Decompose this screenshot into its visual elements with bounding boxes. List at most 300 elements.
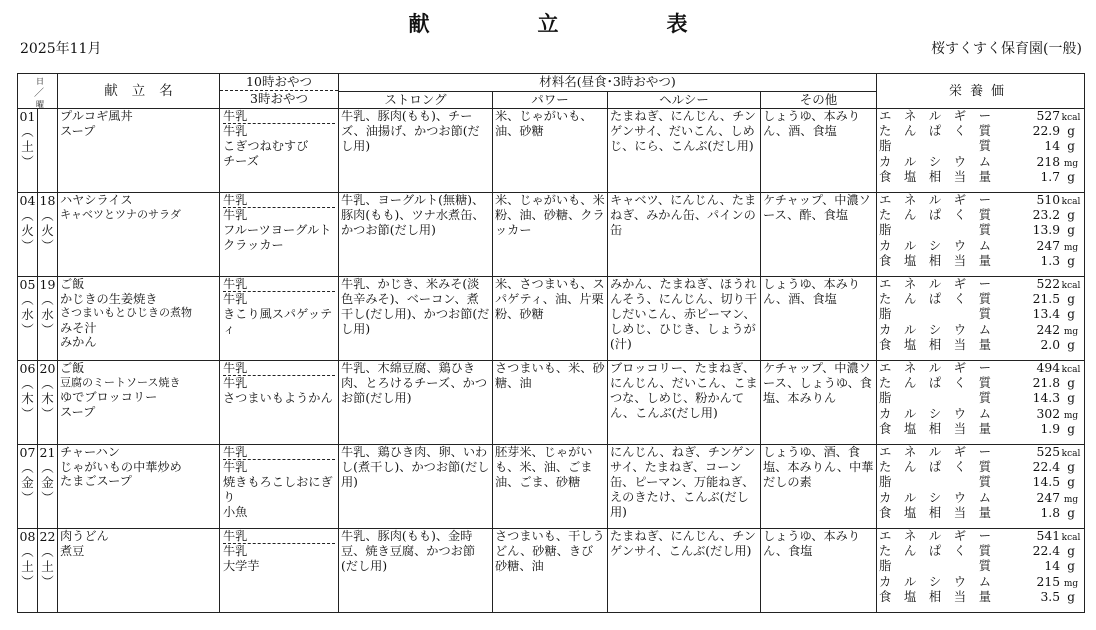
label-char: ん — [903, 376, 917, 391]
calcium-number: 302 — [1036, 406, 1061, 421]
label-char: 相 — [928, 505, 942, 520]
date-number: 04 — [19, 193, 36, 208]
paren-open: ︵ — [41, 376, 54, 391]
label-char: 脂 — [879, 559, 892, 574]
fat-value — [1033, 391, 1082, 406]
dish-cell — [58, 361, 220, 445]
label-char: た — [879, 208, 892, 223]
power-header: パワー — [493, 91, 608, 109]
strong-materials: 牛乳、かじき、米みそ(淡色辛みそ)、ベーコン、煮干し(だし用)、かつお節(だし用) — [339, 277, 493, 361]
label-char: ー — [978, 109, 992, 123]
label-char: 塩 — [903, 253, 917, 268]
label-char: 当 — [953, 169, 967, 184]
paren-close: ︶ — [41, 490, 54, 505]
dish-cell — [58, 277, 220, 361]
date-header-day: 日 — [36, 77, 44, 86]
snack-afternoon-item: きこり風スパゲッティ — [223, 307, 333, 336]
label-char: ル — [928, 361, 942, 375]
protein-number: 22.4 — [1032, 460, 1061, 475]
label-char: カ — [879, 154, 892, 169]
label-char: 質 — [978, 223, 992, 238]
fat-number: 14 — [1044, 139, 1061, 154]
dish-item: みかん — [60, 335, 97, 350]
calcium-unit: mg — [1063, 242, 1079, 253]
nutrition-cell — [877, 529, 1085, 613]
date-number: 18 — [39, 193, 56, 208]
energy-number: 522 — [1036, 277, 1061, 291]
salt-unit: g — [1067, 337, 1075, 352]
label-char: ウ — [953, 490, 967, 505]
table-row — [18, 193, 1085, 277]
label-char: く — [953, 208, 967, 223]
label-char: ー — [978, 193, 992, 207]
label-char: 当 — [953, 505, 967, 520]
other-header: その他 — [761, 91, 877, 109]
dish-item: プルコギ風丼 — [60, 109, 133, 123]
energy-row — [879, 277, 1082, 292]
snack-afternoon-item: チーズ — [223, 154, 259, 168]
label-char: ギ — [953, 445, 967, 459]
healthy-materials: ブロッコリー、たまねぎ、にんじん、だいこん、こまつな、しめじ、粉かんてん、こんぶ(だし用) — [608, 361, 761, 445]
power-materials: 胚芽米、じゃがいも、米、油、ごま油、ごま、砂糖 — [493, 445, 608, 529]
snack-afternoon-item: 小魚 — [223, 505, 248, 519]
fat-label — [879, 559, 991, 574]
calcium-label — [879, 407, 991, 422]
strong-materials: 牛乳、豚肉(もも)、チーズ、油揚げ、かつお節(だし用) — [339, 109, 493, 193]
protein-unit: g — [1067, 124, 1075, 139]
label-char: ウ — [953, 154, 967, 169]
fat-value — [1033, 307, 1082, 322]
salt-label — [879, 254, 991, 269]
label-char: ネ — [903, 361, 917, 375]
label-char: ぱ — [928, 544, 942, 559]
snack-morning: 牛乳 — [223, 529, 335, 544]
dish-item: スープ — [60, 404, 96, 419]
date-number: 08 — [19, 529, 36, 544]
calcium-value — [1037, 407, 1082, 422]
paren-close: ︶ — [41, 238, 54, 253]
label-char: ん — [903, 544, 917, 559]
healthy-materials: みかん、たまねぎ、ほうれんそう、にんじん、切り干しだいこん、赤ピーマン、しめじ、ひじき、しょうが(汁) — [608, 277, 761, 361]
energy-label — [879, 445, 991, 460]
calcium-unit: mg — [1063, 410, 1079, 421]
label-char: ム — [978, 238, 992, 253]
calcium-unit: mg — [1063, 158, 1079, 169]
label-char: エ — [879, 277, 892, 291]
date-cell — [18, 361, 38, 445]
date-cell-second — [38, 277, 58, 361]
salt-value — [1040, 170, 1082, 185]
energy-label — [879, 109, 991, 124]
label-char: カ — [879, 238, 892, 253]
label-char: シ — [928, 322, 942, 337]
fat-label — [879, 139, 991, 154]
protein-label — [879, 460, 991, 475]
salt-row — [879, 254, 1082, 269]
snack-cell — [220, 445, 339, 529]
label-char: ル — [928, 529, 942, 543]
calcium-value — [1037, 491, 1082, 506]
table-row — [18, 445, 1085, 529]
dish-cell — [58, 529, 220, 613]
salt-label — [879, 422, 991, 437]
label-char: 量 — [978, 253, 992, 268]
date-header-weekday: 曜 — [36, 100, 44, 109]
strong-materials: 牛乳、木綿豆腐、鶏ひき肉、とろけるチーズ、かつお節(だし用) — [339, 361, 493, 445]
calcium-number: 242 — [1036, 322, 1061, 337]
paren-close: ︶ — [21, 154, 34, 169]
label-char: シ — [928, 238, 942, 253]
healthy-materials: たまねぎ、にんじん、チンゲンサイ、こんぶ(だし用) — [608, 529, 761, 613]
label-char: ネ — [903, 109, 917, 123]
power-materials: さつまいも、米、砂糖、油 — [493, 361, 608, 445]
calcium-unit: mg — [1063, 494, 1079, 505]
label-char: 質 — [978, 559, 992, 574]
other-materials: しょうゆ、本みりん、酒、食塩 — [761, 277, 877, 361]
dish-item: キャベツとツナのサラダ — [60, 207, 181, 221]
calcium-row — [879, 323, 1082, 338]
fat-label — [879, 223, 991, 238]
calcium-label — [879, 155, 991, 170]
label-char: 当 — [953, 421, 967, 436]
label-char: ギ — [953, 529, 967, 543]
dish-item: スープ — [60, 123, 96, 138]
menu-body — [18, 109, 1085, 613]
calcium-row — [879, 407, 1082, 422]
label-char: ん — [903, 460, 917, 475]
energy-value — [1037, 193, 1082, 208]
date-cell-second — [38, 361, 58, 445]
label-char: エ — [879, 445, 892, 459]
label-char: ム — [978, 490, 992, 505]
other-materials: しょうゆ、酒、食塩、本みりん、中華だしの素 — [761, 445, 877, 529]
date-cell-second — [38, 445, 58, 529]
date-number: 22 — [39, 529, 56, 544]
protein-unit: g — [1067, 376, 1075, 391]
power-materials: さつまいも、干しうどん、砂糖、きび砂糖、油 — [493, 529, 608, 613]
label-char: ん — [903, 124, 917, 139]
strong-materials: 牛乳、鶏ひき肉、卵、いわし(煮干し)、かつお節(だし用) — [339, 445, 493, 529]
salt-value — [1040, 506, 1082, 521]
calcium-label — [879, 239, 991, 254]
protein-unit: g — [1067, 544, 1075, 559]
label-char: ん — [903, 292, 917, 307]
label-char: 質 — [978, 292, 992, 307]
energy-row — [879, 361, 1082, 376]
menu-table — [17, 73, 1085, 613]
fat-row — [879, 391, 1082, 406]
protein-row — [879, 460, 1082, 475]
snack-morning: 牛乳 — [223, 277, 335, 292]
paren-open: ︵ — [21, 544, 34, 559]
calcium-unit: mg — [1063, 578, 1079, 589]
fat-label — [879, 307, 991, 322]
label-char: ル — [903, 238, 917, 253]
other-materials: ケチャップ、中濃ソース、しょうゆ、食塩、本みりん — [761, 361, 877, 445]
label-char: カ — [879, 406, 892, 421]
paren-close: ︶ — [41, 574, 54, 589]
snack-cell — [220, 193, 339, 277]
label-char: 質 — [978, 208, 992, 223]
label-char: ネ — [903, 277, 917, 291]
label-char: エ — [879, 529, 892, 543]
label-char: ル — [903, 574, 917, 589]
label-char: 質 — [978, 460, 992, 475]
calcium-number: 218 — [1036, 154, 1061, 169]
label-char: た — [879, 460, 892, 475]
label-char: エ — [879, 109, 892, 123]
energy-unit: kcal — [1061, 281, 1081, 291]
paren-open: ︵ — [21, 460, 34, 475]
salt-unit: g — [1067, 253, 1075, 268]
salt-unit: g — [1067, 421, 1075, 436]
label-char: ギ — [953, 109, 967, 123]
paren-close: ︶ — [41, 322, 54, 337]
calcium-number: 247 — [1036, 490, 1061, 505]
paren-close: ︶ — [21, 322, 34, 337]
materials-header: 材料名(昼食･3時おやつ) — [339, 74, 877, 92]
label-char: 脂 — [879, 475, 892, 490]
weekday: 土 — [41, 559, 54, 574]
fat-value — [1033, 223, 1082, 238]
label-char: 当 — [953, 589, 967, 604]
protein-label — [879, 376, 991, 391]
dish-item: ご飯 — [60, 277, 85, 291]
power-materials: 米、さつまいも、スパゲティ、油、片栗粉、砂糖 — [493, 277, 608, 361]
label-char: ギ — [953, 277, 967, 291]
strong-header: ストロング — [339, 91, 493, 109]
dish-item: 煮豆 — [60, 543, 85, 558]
energy-unit: kcal — [1061, 113, 1081, 123]
fat-row — [879, 139, 1082, 154]
protein-label — [879, 208, 991, 223]
fat-number: 13.9 — [1032, 223, 1061, 238]
nutrition-header: 栄養価 — [877, 74, 1085, 109]
snack-afternoon-header: 3時おやつ — [250, 91, 308, 106]
salt-value — [1040, 254, 1082, 269]
snack-cell — [220, 529, 339, 613]
energy-number: 525 — [1036, 445, 1061, 459]
energy-value — [1037, 277, 1082, 292]
label-char: カ — [879, 574, 892, 589]
calcium-label — [879, 491, 991, 506]
fat-value — [1044, 559, 1082, 574]
power-materials: 米、じゃがいも、油、砂糖 — [493, 109, 608, 193]
snack-afternoon-item: 牛乳 — [223, 544, 248, 558]
protein-row — [879, 124, 1082, 139]
protein-value — [1033, 544, 1082, 559]
weekday: 水 — [41, 307, 54, 322]
paren-open: ︵ — [21, 124, 34, 139]
calcium-row — [879, 491, 1082, 506]
salt-number: 1.8 — [1040, 505, 1061, 520]
snack-morning-header: 10時おやつ — [220, 74, 338, 91]
label-char: 相 — [928, 337, 942, 352]
label-char: 量 — [978, 505, 992, 520]
protein-unit: g — [1067, 292, 1075, 307]
table-row — [18, 361, 1085, 445]
dish-cell — [58, 193, 220, 277]
salt-value — [1040, 590, 1082, 605]
snack-morning: 牛乳 — [223, 193, 335, 208]
fat-number: 14.5 — [1032, 475, 1061, 490]
weekday: 金 — [21, 475, 34, 490]
date-number: 20 — [39, 361, 56, 376]
snack-afternoon-item: 牛乳 — [223, 376, 248, 390]
label-char: ル — [903, 490, 917, 505]
label-char: ル — [928, 445, 942, 459]
label-char: 相 — [928, 169, 942, 184]
weekday: 火 — [21, 223, 34, 238]
snack-cell — [220, 277, 339, 361]
label-char: ネ — [903, 445, 917, 459]
snack-morning: 牛乳 — [223, 361, 335, 376]
fat-label — [879, 475, 991, 490]
salt-number: 3.5 — [1040, 589, 1061, 604]
salt-row — [879, 590, 1082, 605]
energy-label — [879, 361, 991, 376]
label-char: 食 — [879, 589, 892, 604]
dish-item: ハヤシライス — [60, 193, 133, 207]
organization-name: 桜すくすく保育園(一般) — [931, 41, 1082, 57]
label-char: ウ — [953, 238, 967, 253]
fat-row — [879, 475, 1082, 490]
salt-label — [879, 170, 991, 185]
label-char: 脂 — [879, 139, 892, 154]
calcium-unit: mg — [1063, 326, 1079, 337]
energy-label — [879, 193, 991, 208]
healthy-materials: にんじん、ねぎ、チンゲンサイ、たまねぎ、コーン缶、ピーマン、万能ねぎ、えのきたけ、こんぶ(だし用) — [608, 445, 761, 529]
snack-afternoon-item: 牛乳 — [223, 124, 248, 138]
label-char: エ — [879, 193, 892, 207]
paren-open: ︵ — [21, 292, 34, 307]
label-char: 食 — [879, 169, 892, 184]
calcium-value — [1037, 575, 1082, 590]
fat-unit: g — [1067, 223, 1075, 238]
calcium-value — [1037, 239, 1082, 254]
protein-number: 23.2 — [1032, 208, 1061, 223]
label-char: く — [953, 292, 967, 307]
protein-number: 22.9 — [1032, 124, 1061, 139]
fat-number: 14 — [1044, 559, 1061, 574]
calcium-row — [879, 239, 1082, 254]
energy-number: 510 — [1036, 193, 1061, 207]
paren-close: ︶ — [21, 490, 34, 505]
salt-label — [879, 338, 991, 353]
date-cell — [18, 445, 38, 529]
calcium-value — [1037, 155, 1082, 170]
label-char: ぱ — [928, 124, 942, 139]
paren-close: ︶ — [21, 406, 34, 421]
energy-unit: kcal — [1061, 197, 1081, 207]
other-materials: ケチャップ、中濃ソース、酢、食塩 — [761, 193, 877, 277]
label-char: く — [953, 460, 967, 475]
snack-afternoon-item: さつまいもようかん — [223, 391, 333, 405]
dish-item: さつまいもとひじきの煮物 — [60, 306, 192, 320]
energy-value — [1037, 109, 1082, 124]
energy-unit: kcal — [1061, 449, 1081, 459]
label-char: エ — [879, 361, 892, 375]
label-char: 塩 — [903, 589, 917, 604]
energy-row — [879, 445, 1082, 460]
salt-number: 2.0 — [1040, 337, 1061, 352]
fat-row — [879, 559, 1082, 574]
protein-value — [1033, 208, 1082, 223]
date-number: 07 — [19, 445, 36, 460]
protein-label — [879, 124, 991, 139]
label-char: ム — [978, 154, 992, 169]
nutrition-cell — [877, 109, 1085, 193]
table-row — [18, 277, 1085, 361]
paren-open: ︵ — [21, 376, 34, 391]
date-number — [38, 109, 57, 124]
snack-morning: 牛乳 — [223, 109, 335, 124]
calcium-label — [879, 575, 991, 590]
calcium-number: 215 — [1036, 574, 1061, 589]
date-cell — [18, 277, 38, 361]
strong-materials: 牛乳、ヨーグルト(無糖)、豚肉(もも)、ツナ水煮缶、かつお節(だし用) — [339, 193, 493, 277]
energy-label — [879, 529, 991, 544]
protein-number: 21.5 — [1032, 292, 1061, 307]
protein-row — [879, 376, 1082, 391]
salt-row — [879, 422, 1082, 437]
label-char: シ — [928, 154, 942, 169]
weekday: 金 — [41, 475, 54, 490]
snack-afternoon-item: 牛乳 — [223, 292, 248, 306]
dish-item: ゆでブロッコリー — [60, 390, 158, 405]
protein-label — [879, 544, 991, 559]
label-char: 脂 — [879, 223, 892, 238]
energy-row — [879, 193, 1082, 208]
fat-row — [879, 223, 1082, 238]
date-number: 01 — [19, 109, 36, 124]
label-char: ル — [903, 406, 917, 421]
label-char: ウ — [953, 574, 967, 589]
paren-open: ︵ — [41, 292, 54, 307]
snack-afternoon-item: 牛乳 — [223, 460, 248, 474]
paren-open: ︵ — [21, 208, 34, 223]
dish-item: かじきの生姜焼き — [60, 291, 158, 306]
energy-row — [879, 109, 1082, 124]
snack-morning: 牛乳 — [223, 445, 335, 460]
snack-afternoon-item: 焼きもろこしおにぎり — [223, 475, 333, 504]
dish-item: たまごスープ — [60, 474, 132, 489]
label-char: 量 — [978, 421, 992, 436]
dish-item: チャーハン — [60, 445, 120, 459]
label-char: 質 — [978, 376, 992, 391]
date-header — [18, 74, 58, 109]
label-char: 食 — [879, 337, 892, 352]
label-char: ル — [903, 322, 917, 337]
protein-value — [1033, 460, 1082, 475]
protein-row — [879, 544, 1082, 559]
salt-value — [1040, 422, 1082, 437]
label-char: 脂 — [879, 307, 892, 322]
weekday: 木 — [21, 391, 34, 406]
snack-header — [220, 74, 339, 109]
protein-number: 22.4 — [1032, 544, 1061, 559]
protein-number: 21.8 — [1032, 376, 1061, 391]
menu-name-header: 献立名 — [58, 74, 220, 109]
salt-number: 1.7 — [1040, 169, 1061, 184]
label-char: く — [953, 124, 967, 139]
date-cell — [18, 529, 38, 613]
power-materials: 米、じゃがいも、米粉、油、砂糖、クラッカー — [493, 193, 608, 277]
dish-cell — [58, 445, 220, 529]
dish-item: ご飯 — [60, 361, 85, 375]
nutrition-cell — [877, 277, 1085, 361]
nutrition-cell — [877, 445, 1085, 529]
